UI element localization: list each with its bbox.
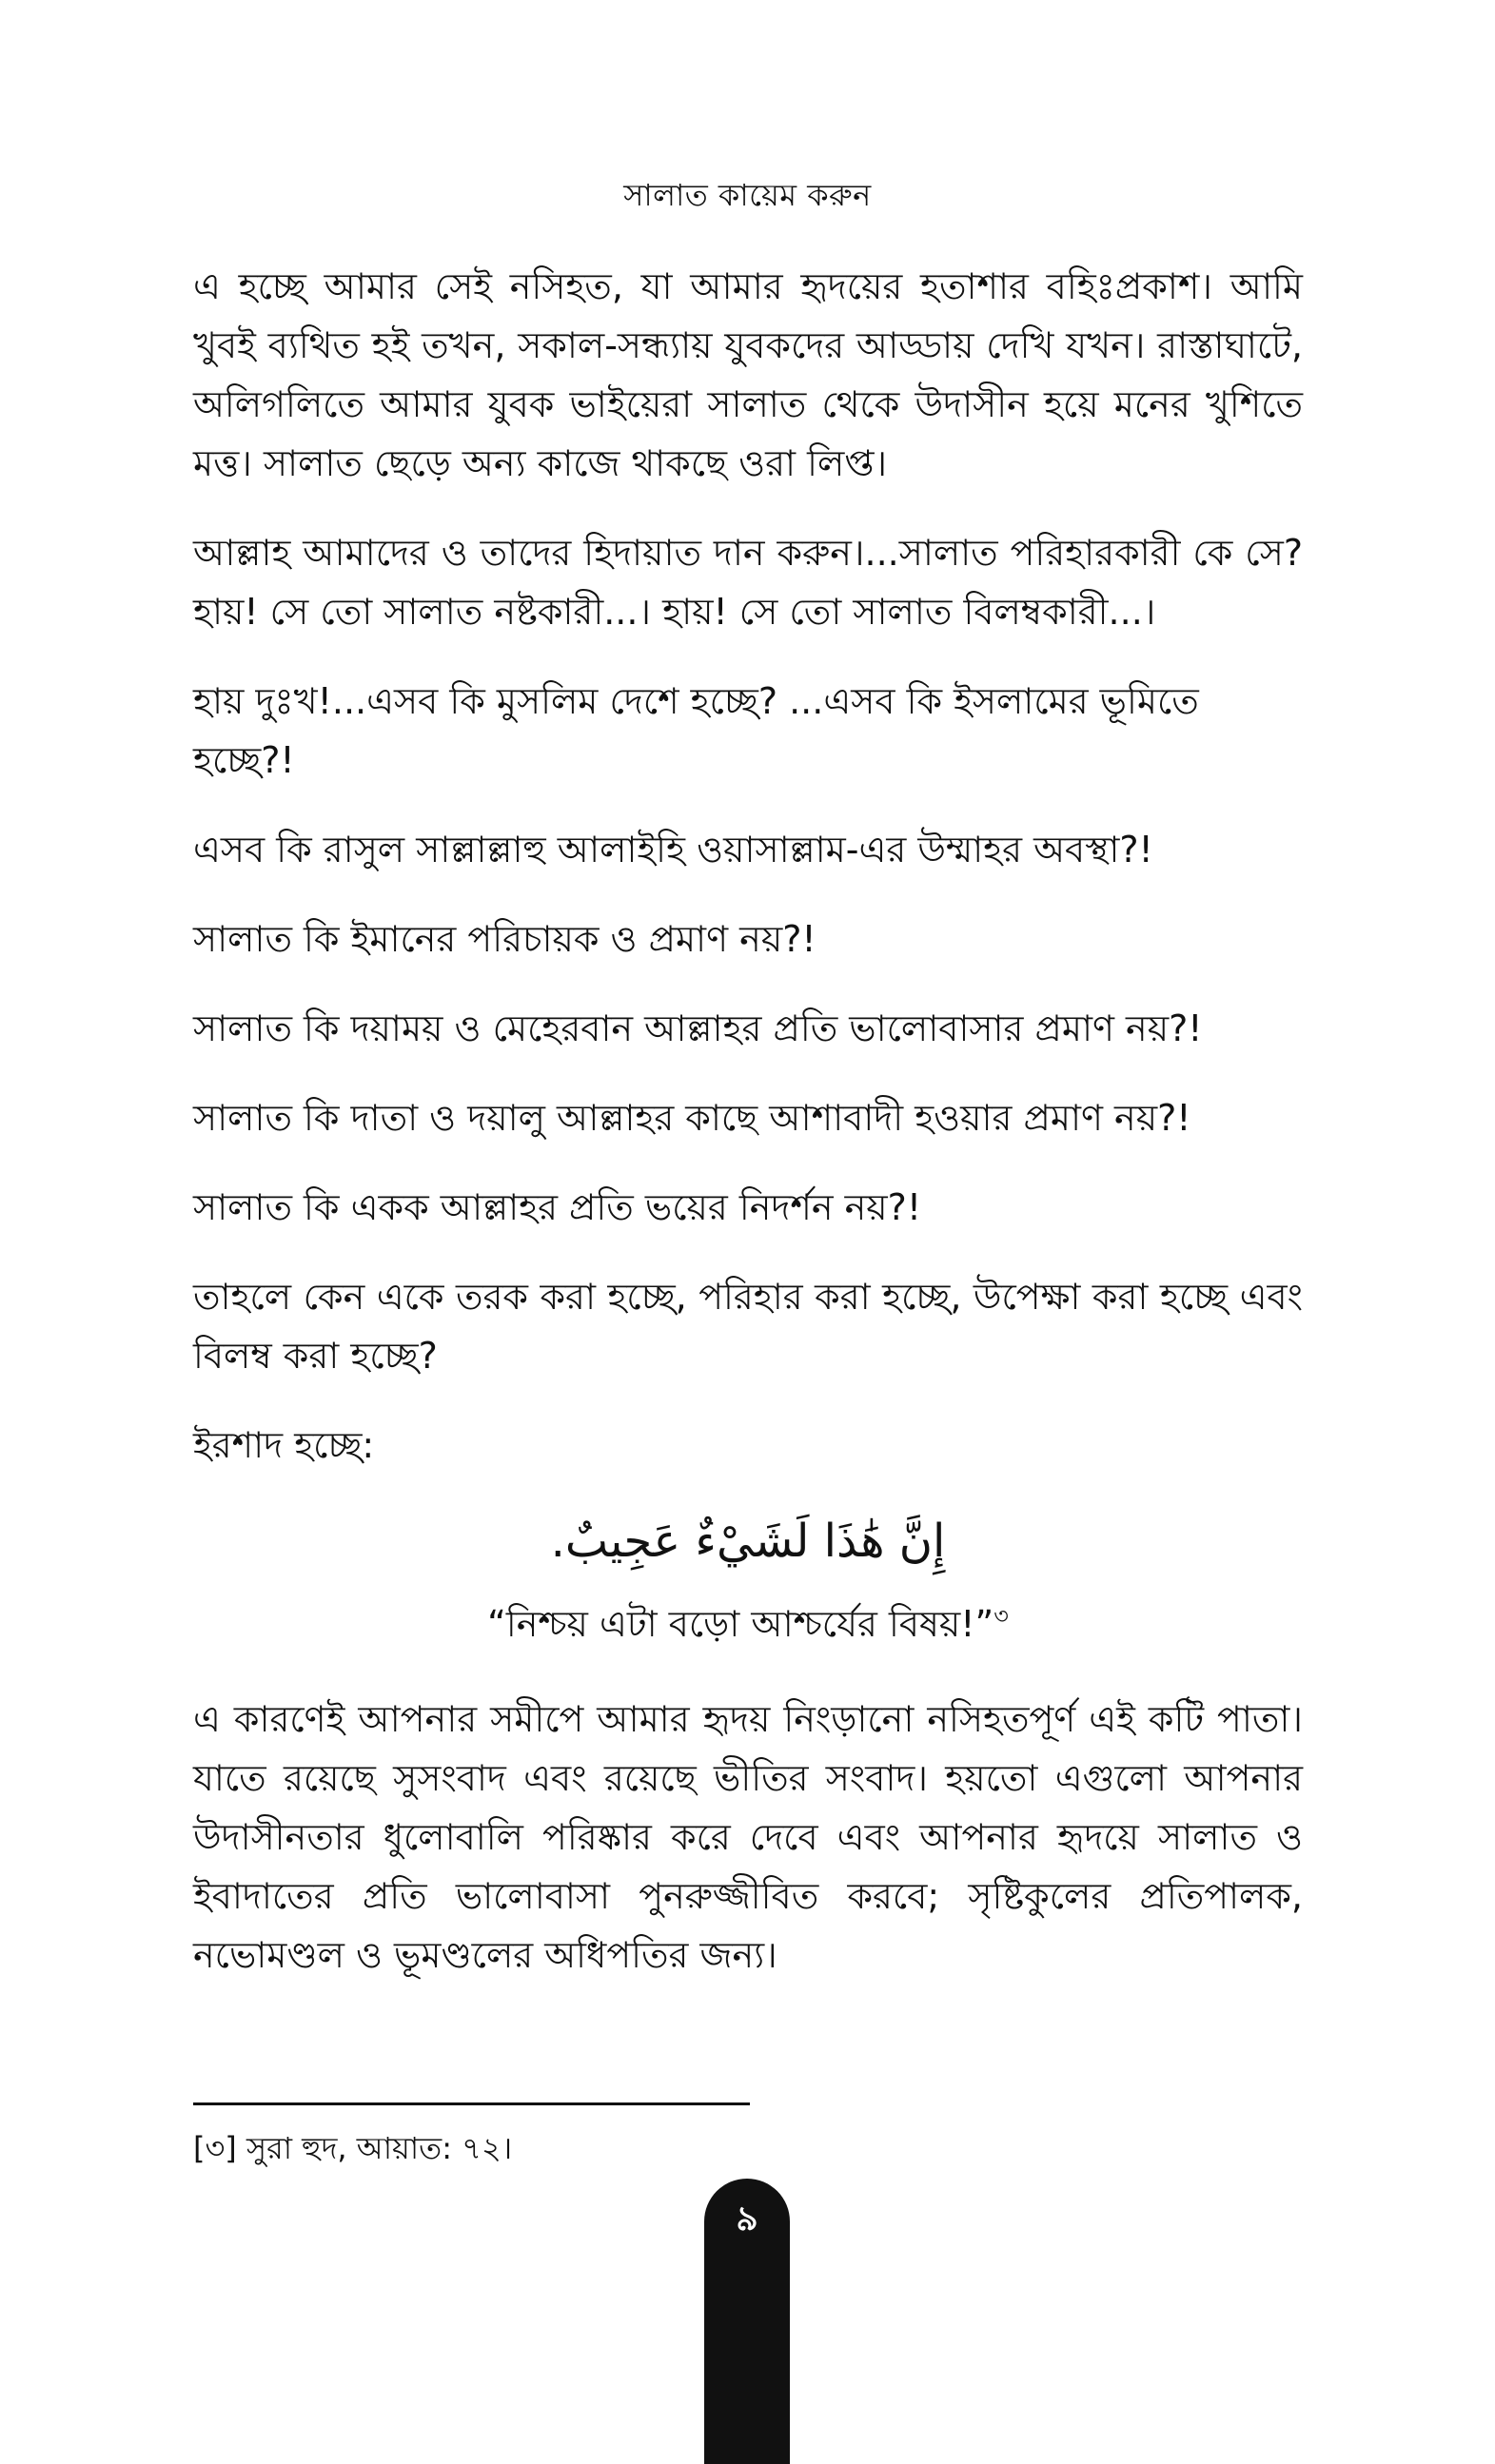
page-number-badge [704, 2179, 790, 2264]
main-text [193, 257, 1303, 2015]
paragraph-closing: এ কারণেই আপনার সমীপে আমার হৃদয় নিংড়ানো নসিহতপূর্ণ এই কটি পাতা। যাতে রয়েছে সুসংবাদ এবং রয়েছে ভীতির সংবাদ। হয়তো এগুলো আপনার উদাসীনতার ধুলোবালি পরিষ্কার করে দেবে এবং আপনার হৃদয়ে সালাত ও ইবাদাতের প্রতি ভালোবাসা পুনরুজ্জীবিত করবে; সৃষ্টিকুলের প্রতিপালক, নভোমণ্ডল ও ভূমণ্ডলের অধিপতির জন্য। [193, 1698, 1303, 1976]
footnote-divider [193, 2102, 750, 2105]
paragraph-hope-question: সালাত কি দাতা ও দয়ালু আল্লাহর কাছে আশাবাদী হওয়ার প্রমাণ নয়?! [193, 1097, 1191, 1139]
paragraph-intro: এ হচ্ছে আমার সেই নসিহত, যা আমার হৃদয়ের হতাশার বহিঃপ্রকাশ। আমি খুবই ব্যথিত হই তখন, সকাল-সন্ধ্যায় যুবকদের আড্ডায় দেখি যখন। রাস্তাঘাটে, অলিগলিতে আমার যুবক ভাইয়েরা সালাত থেকে উদাসীন হয়ে মনের খুশিতে মত্ত। সালাত ছেড়ে অন্য কাজে থাকছে ওরা লিপ্ত। [193, 265, 1303, 484]
paragraph-ummah-question: এসব কি রাসুল সাল্লাল্লাহু আলাইহি ওয়াসাল্লাম-এর উম্মাহর অবস্থা?! [193, 829, 1153, 870]
running-header-title: সালাত কায়েম করুন [623, 177, 872, 213]
verse-translation [193, 1594, 1303, 1653]
paragraph-irshad: ইরশাদ হচ্ছে: [193, 1424, 375, 1466]
paragraph-lament: হায় দুঃখ!...এসব কি মুসলিম দেশে হচ্ছে? ...এসব কি ইসলামের ভূমিতে হচ্ছে?! [193, 680, 1199, 781]
paragraph-love-question: সালাত কি দয়াময় ও মেহেরবান আল্লাহর প্রতি ভালোবাসার প্রমাণ নয়?! [193, 1007, 1203, 1049]
arabic-verse: إِنَّ هَٰذَا لَشَيْءٌ عَجِيبٌ. [550, 1515, 946, 1568]
footnote: [৩] সুরা হুদ, আয়াত: ৭২। [193, 2130, 513, 2166]
footnote-marker[interactable]: ৩ [993, 1602, 1009, 1630]
page-number: ৯ [736, 2200, 758, 2239]
translation-text: “নিশ্চয় এটা বড়ো আশ্চর্যের বিষয়!” [487, 1603, 994, 1645]
paragraph-iman-question: সালাত কি ইমানের পরিচায়ক ও প্রমাণ নয়?! [193, 918, 816, 960]
paragraph-why-question: তাহলে কেন একে তরক করা হচ্ছে, পরিহার করা হচ্ছে, উপেক্ষা করা হচ্ছে এবং বিলম্ব করা হচ্ছে? [193, 1276, 1303, 1377]
paragraph-prayer-dua: আল্লাহ আমাদের ও তাদের হিদায়াত দান করুন।...সালাত পরিহারকারী কে সে? হায়! সে তো সালাত নষ্টকারী...। হায়! সে তো সালাত বিলম্বকারী...। [193, 532, 1303, 633]
paragraph-fear-question: সালাত কি একক আল্লাহর প্রতি ভয়ের নিদর্শন নয়?! [193, 1186, 922, 1228]
